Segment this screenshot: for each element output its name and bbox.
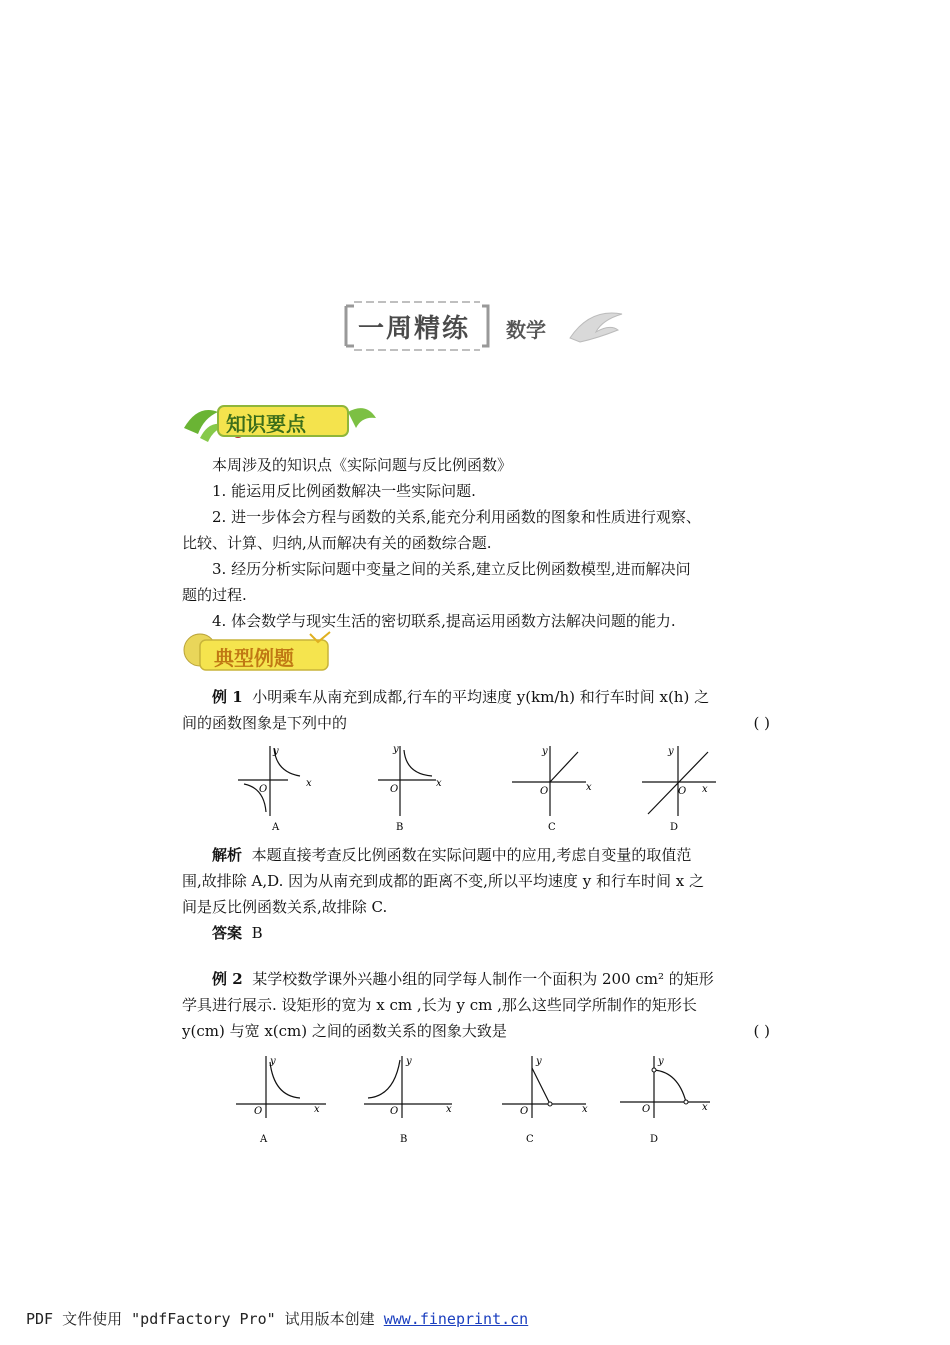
analysis-line1: 本题直接考查反比例函数在实际问题中的应用,考虑自变量的取值范 — [251, 846, 692, 864]
section-heading-examples — [180, 630, 340, 674]
origin-label: O — [678, 786, 687, 797]
graph-1B — [378, 744, 442, 833]
curve — [404, 750, 432, 776]
x-label: x — [446, 1104, 452, 1115]
option-label: B — [396, 822, 404, 833]
graph-2A — [236, 1056, 326, 1145]
graph-1A — [238, 746, 312, 833]
y-label: y — [393, 744, 399, 755]
option-label: C — [548, 822, 556, 833]
x-label: x — [586, 782, 592, 793]
section-heading-knowledge-text: 知识要点 — [226, 412, 306, 436]
footer-text: PDF 文件使用 "pdfFactory Pro" 试用版本创建 — [26, 1310, 384, 1328]
y-label: y — [406, 1056, 412, 1067]
header-title: 一周精练 — [358, 314, 471, 344]
y-label: y — [536, 1056, 542, 1067]
analysis-line2: 围,故排除 A,D. 因为从南充到成都的距离不变,所以平均速度 y 和行车时间 x 之 — [182, 872, 704, 890]
curve — [654, 1070, 686, 1102]
option-label: D — [670, 822, 679, 833]
y-label: y — [658, 1056, 664, 1067]
graph-2B — [364, 1056, 452, 1145]
knowledge-intro — [182, 452, 770, 634]
wing-icon — [570, 313, 622, 342]
knowledge-item: 2. 进一步体会方程与函数的关系,能充分利用函数的图象和性质进行观察、 — [212, 508, 701, 526]
origin-label: O — [540, 786, 549, 797]
graph-2D — [620, 1056, 710, 1145]
origin-label: O — [520, 1106, 529, 1117]
line — [550, 752, 578, 782]
section-heading-examples-text: 典型例题 — [214, 646, 294, 670]
graph-2C — [502, 1056, 588, 1145]
example1-paren: ( ) — [753, 714, 770, 732]
knowledge-item: 3. 经历分析实际问题中变量之间的关系,建立反比例函数模型,进而解决问 — [212, 560, 691, 578]
y-label: y — [270, 1056, 276, 1067]
x-label: x — [702, 1102, 708, 1113]
example1-label: 例 1 — [212, 688, 243, 706]
analysis-label: 解析 — [212, 846, 243, 864]
open-point — [548, 1102, 552, 1106]
header-subject: 数学 — [506, 318, 546, 342]
answer-value: B — [251, 924, 263, 942]
example2-graphs — [230, 1052, 730, 1148]
option-label: D — [650, 1134, 659, 1145]
y-label: y — [273, 746, 279, 757]
origin-label: O — [642, 1104, 651, 1115]
graph-1C — [512, 746, 592, 833]
line — [532, 1068, 550, 1104]
knowledge-item: 题的过程. — [182, 586, 247, 604]
option-label: C — [526, 1134, 534, 1145]
open-point — [652, 1068, 656, 1072]
example2-line3: y(cm) 与宽 x(cm) 之间的函数关系的图象大致是 — [182, 1022, 507, 1040]
origin-label: O — [254, 1106, 263, 1117]
knowledge-item: 比较、计算、归纳,从而解决有关的函数综合题. — [182, 534, 492, 552]
footer-link[interactable]: www.fineprint.cn — [383, 1310, 529, 1328]
analysis-line3: 间是反比例函数关系,故排除 C. — [182, 898, 388, 916]
example2-line1: 某学校数学课外兴趣小组的同学每人制作一个面积为 200 cm² 的矩形 — [252, 970, 714, 988]
example2-paren: ( ) — [753, 1022, 770, 1040]
x-label: x — [702, 784, 708, 795]
y-label: y — [668, 746, 674, 757]
header-banner — [340, 298, 630, 354]
origin-label: O — [390, 784, 399, 795]
open-point — [684, 1100, 688, 1104]
answer-label: 答案 — [212, 924, 243, 942]
curve — [368, 1060, 400, 1098]
x-label: x — [306, 778, 312, 789]
example1-graphs — [230, 742, 730, 838]
option-label: B — [400, 1134, 408, 1145]
origin-label: O — [259, 784, 268, 795]
x-label: x — [314, 1104, 320, 1115]
example2-question — [182, 966, 770, 1044]
x-label: x — [436, 778, 442, 789]
knowledge-item: 1. 能运用反比例函数解决一些实际问题. — [212, 482, 476, 500]
example1-question — [182, 684, 770, 736]
curve — [270, 1062, 300, 1098]
origin-label: O — [390, 1106, 399, 1117]
pdf-footer — [26, 1308, 528, 1329]
option-label: A — [260, 1134, 268, 1145]
example1-line1: 小明乘车从南充到成都,行车的平均速度 y(km/h) 和行车时间 x(h) 之 — [252, 688, 710, 706]
knowledge-intro-text: 本周涉及的知识点《实际问题与反比例函数》 — [212, 456, 513, 474]
example1-analysis — [182, 842, 770, 946]
y-label: y — [542, 746, 548, 757]
example2-line2: 学具进行展示. 设矩形的宽为 x cm ,长为 y cm ,那么这些同学所制作的矩形长 — [182, 996, 697, 1014]
graph-1D — [642, 746, 716, 833]
example2-label: 例 2 — [212, 970, 243, 988]
section-heading-knowledge — [180, 398, 380, 444]
example1-line2: 间的函数图象是下列中的 — [182, 714, 348, 732]
option-label: A — [272, 822, 280, 833]
knowledge-item: 4. 体会数学与现实生活的密切联系,提高运用函数方法解决问题的能力. — [212, 612, 676, 630]
x-label: x — [582, 1104, 588, 1115]
